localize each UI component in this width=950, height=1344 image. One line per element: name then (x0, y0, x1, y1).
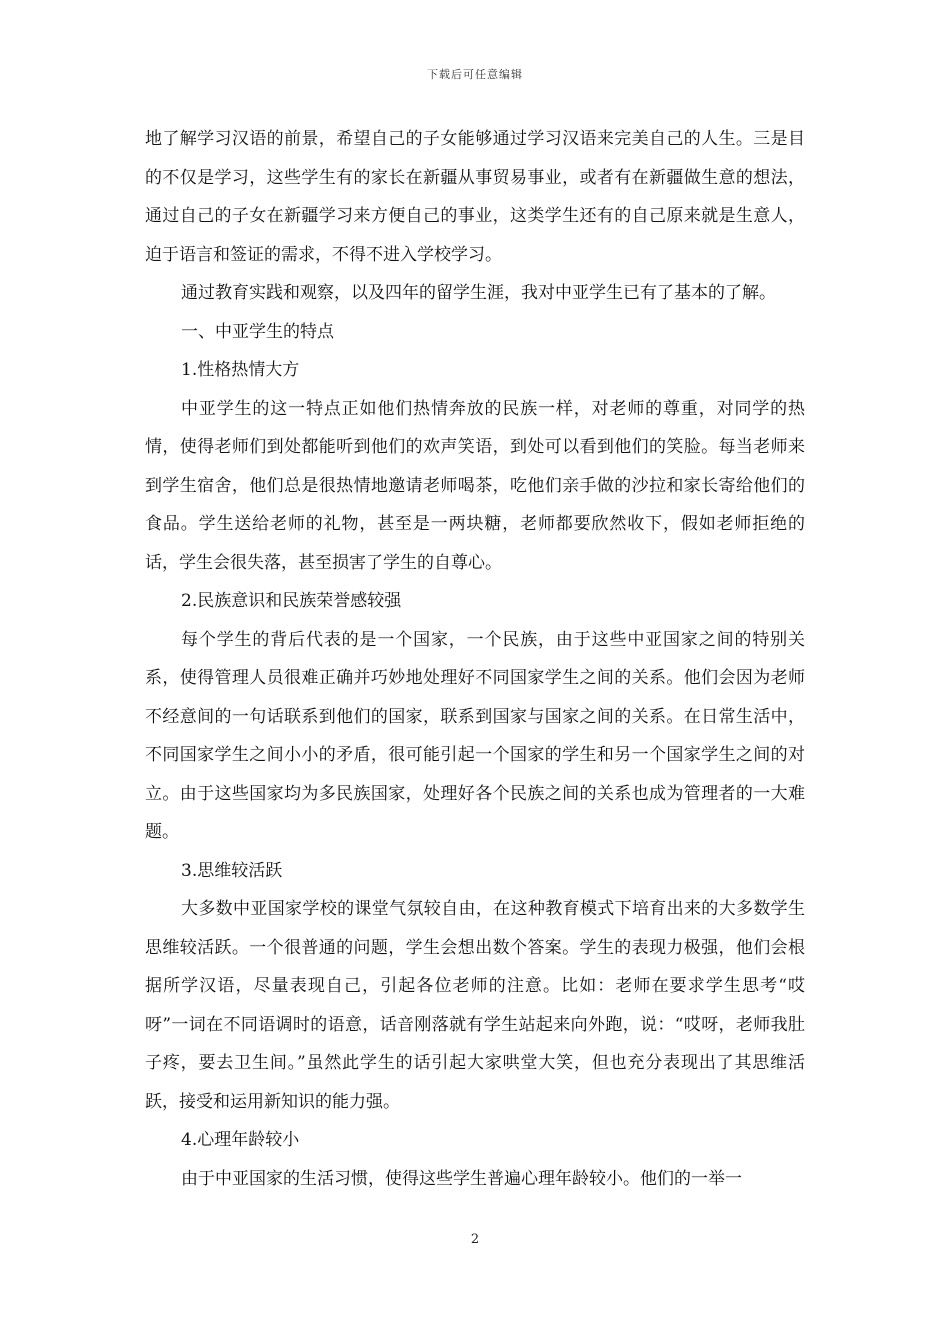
paragraph: 中亚学生的这一特点正如他们热情奔放的民族一样，对老师的尊重，对同学的热情，使得老师们到处都能听到他们的欢声笑语，到处可以看到他们的笑脸。每当老师来到学生宿舍，他们总是很热情地邀请老师喝茶，吃他们亲手做的沙拉和家长寄给他们的食品。学生送给老师的礼物，甚至是一两块糖，老师都要欣然收下，假如老师拒绝的话，学生会很失落，甚至损害了学生的自尊心。 (145, 398, 805, 573)
section-heading: 一、中亚学生的特点 (181, 321, 334, 342)
subsection-heading: 3.思维较活跃 (181, 860, 283, 881)
document-body (145, 120, 805, 1198)
paragraph: 每个学生的背后代表的是一个国家，一个民族，由于这些中亚国家之间的特别关系，使得管理人员很难正确并巧妙地处理好不同国家学生之间的关系。他们会因为老师不经意间的一句话联系到他们的国家，联系到国家与国家之间的关系。在日常生活中，不同国家学生之间小小的矛盾，很可能引起一个国家的学生和另一个国家学生之间的对立。由于这些国家均为多民族国家，处理好各个民族之间的关系也成为管理者的一大难题。 (145, 629, 805, 842)
subsection-heading: 4.心理年龄较小 (181, 1130, 300, 1150)
paragraph: 由于中亚国家的生活习惯，使得这些学生普遍心理年龄较小。他们的一举一 (181, 1168, 742, 1189)
paragraph: 大多数中亚国家学校的课堂气氛较自由，在这种教育模式下培育出来的大多数学生思维较活跃。一个很普通的问题，学生会想出数个答案。学生的表现力极强，他们会根据所学汉语，尽量表现自己，引起各位老师的注意。比如：老师在要求学生思考“哎呀”一词在不同语调时的语意，话音刚落就有学生站起来向外跑，说：“哎呀，老师我肚子疼，要去卫生间。”虽然此学生的话引起大家哄堂大笑，但也充分表现出了其思维活跃，接受和运用新知识的能力强。 (145, 899, 805, 1112)
subsection-heading: 1.性格热情大方 (181, 360, 300, 380)
paragraph: 通过教育实践和观察，以及四年的留学生涯，我对中亚学生已有了基本的了解。 (181, 283, 776, 303)
page-header: 下载后可任意编辑 (427, 68, 523, 81)
subsection-heading: 2.民族意识和民族荣誉感较强 (181, 591, 402, 611)
page-number: 2 (470, 1232, 480, 1247)
paragraph: 地了解学习汉语的前景，希望自己的子女能够通过学习汉语来完美自己的人生。三是目的不仅是学习，这些学生有的家长在新疆从事贸易事业，或者有在新疆做生意的想法，通过自己的子女在新疆学习来方便自己的事业，这类学生还有的自己原来就是生意人，迫于语言和签证的需求，不得不进入学校学习。 (145, 129, 805, 265)
